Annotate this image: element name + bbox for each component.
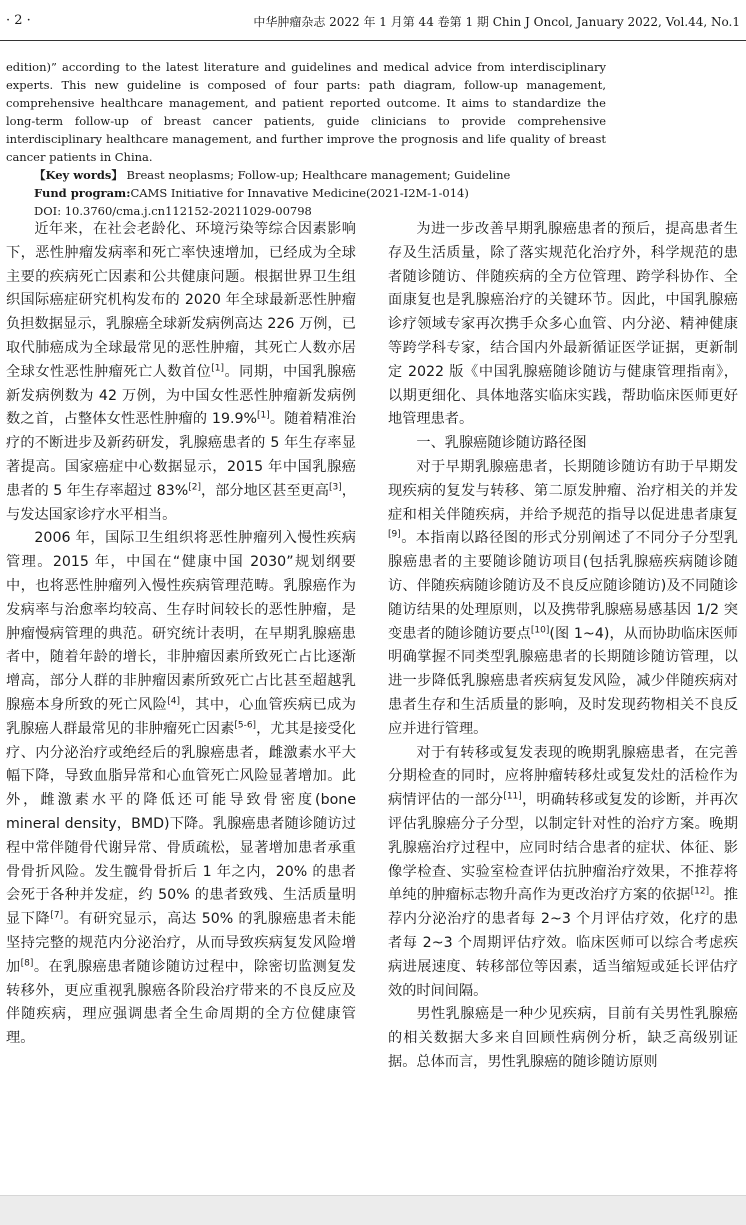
doi: DOI: 10.3760/cma.j.cn112152-20211029-00798 [34,204,312,218]
journal-citation: 中华肿瘤杂志 2022 年 1 月第 44 卷第 1 期 Chin J Oncol, January 2022, Vol.44, No.1 [253,15,740,29]
citation[interactable]: [2] [188,482,201,493]
paragraph: 男性乳腺癌是一种少见疾病，目前有关男性乳腺癌的相关数据大多来自回顾性病例分析，缺乏高级别证据。总体而言，男性乳腺癌的随诊随访原则 [388,1006,738,1070]
citation[interactable]: [4] [167,696,181,707]
section-heading: 一、乳腺癌随诊随访路径图 [416,435,587,452]
citation[interactable]: [12] [690,886,710,897]
citation[interactable]: [8] [20,957,34,968]
keywords-line [6,166,606,184]
abstract-text: edition)” according to the latest literature and guidelines and medical advice from interdisciplinary experts. This new guideline is composed of four parts: path diagram, follow-up management, comprehensive healthcare management, and patient reported outcome. It aims to standardize the long-term follow-up of breast cancer patients, guide clinicians to provide comprehensive interdisciplinary healthcare management, and further improve the prognosis and life quality of breast cancer patients in China. [6,60,606,164]
citation[interactable]: [1] [257,410,270,421]
paragraph: 为进一步改善早期乳腺癌患者的预后，提高患者生存及生活质量，除了落实规范化治疗外，科学规范的患者随诊随访、伴随疾病的全方位管理、跨学科协作、全面康复也是乳腺癌治疗的关键环节。因此，中国乳腺癌诊疗领域专家再次携手众多心血管、内分泌、精神健康等跨学科专家，结合国内外最新循证医学证据，更新制定 2022 版《中国乳腺癌随诊随访与健康管理指南》，以期更细化、具体地落实临床实践，帮助临床医师更好地管理患者。 [388,221,738,428]
fund-program: CAMS Initiative for Innavative Medicine(2021-I2M-1-014) [130,186,469,200]
paragraph: 2006 年，国际卫生组织将恶性肿瘤列入慢性疾病管理。2015 年，中国在“健康中国 2030”规划纲要中，也将恶性肿瘤列入慢性疾病管理范畴。乳腺癌作为发病率与治愈率均较高、生存时间较长的恶性肿瘤，是肿瘤慢病管理的典范。研究统计表明，在早期乳腺癌患者中，随着年龄的增长，非肿瘤因素所致死亡占比逐渐增高，部分人群的非肿瘤因素所致死亡占比甚至超越乳腺癌本身所致的死亡风险[4]，其中，心血管疾病已成为乳腺癌人群最常见的非肿瘤死亡因素[5-6]，尤其是接受化疗、内分泌治疗或绝经后的乳腺癌患者，雌激素水平大幅下降，导致血脂异常和心血管死亡风险显著增加。此外，雌激素水平的降低还可能导致骨密度(bone mineral density，BMD)下降。乳腺癌患者随诊随访过程中常伴随骨代谢异常、骨质疏松，显著增加患者承重骨骨折风险。发生髋骨骨折后 1 年之内，20% 的患者会死于各种并发症，约 50% 的患者致残、生活质量明显下降[7]。有研究显示，高达 50% 的乳腺癌患者未能坚持完整的规范内分泌治疗，从而导致疾病复发风险增加[8]。在乳腺癌患者随诊随访过程中，除密切监测复发转移外，更应重视乳腺癌各阶段治疗带来的不良反应及伴随疾病，理应强调患者全生命周期的全方位健康管理。 [6,530,356,1047]
citation[interactable]: [11] [503,791,522,802]
paragraph: 对于早期乳腺癌患者，长期随诊随访有助于早期发现疾病的复发与转移、第二原发肿瘤、治疗相关的并发症和相关伴随疾病，并给予规范的指导以促进患者康复[9]。本指南以路径图的形式分别阐述了不同分子分型乳腺癌患者的主要随诊随访项目(包括乳腺癌疾病随诊随访、伴随疾病随诊随访及不良反应随诊随访)及不同随诊随访结果的处理原则，以及携带乳腺癌易感基因 1/2 突变患者的随诊随访要点[10](图 1~4)，从而协助临床医师明确掌握不同类型乳腺癌患者的长期随诊随访管理，以进一步降低乳腺癌患者疾病复发风险，减少伴随疾病对患者生存和生活质量的影响，及时发现药物相关不良反应并进行管理。 [388,458,738,737]
citation[interactable]: [3] [329,482,342,493]
running-header [0,0,746,41]
citation[interactable]: [7] [50,910,64,921]
citation[interactable]: [5-6] [234,720,257,730]
citation[interactable]: [1] [211,363,225,374]
paragraph: 对于有转移或复发表现的晚期乳腺癌患者，在完善分期检查的同时，应将肿瘤转移灶或复发灶的活检作为病情评估的一部分[11]，明确转移或复发的诊断，并再次评估乳腺癌分子分型，以制定针对性的治疗方案。晚期乳腺癌治疗过程中，应同时结合患者的症状、体征、影像学检查、实验室检查评估抗肿瘤治疗效果，不推荐将单纯的肿瘤标志物升高作为更改治疗方案的依据[12]。推荐内分泌治疗的患者每 2~3 个月评估疗效，化疗的患者每 2~3 个周期评估疗效。临床医师可以综合考虑疾病进展速度、转移部位等因素，适当缩短或延长评估疗效的时间间隔。 [388,744,738,999]
keywords-label: 【Key words】 [34,168,123,182]
citation[interactable]: [9] [388,529,401,540]
citation[interactable]: [10] [530,624,550,635]
right-column [388,218,738,1075]
fund-label: Fund program: [34,186,131,200]
keywords: Breast neoplasms; Follow-up; Healthcare management; Guideline [126,168,511,182]
english-abstract [6,58,606,220]
paragraph: 近年来，在社会老龄化、环境污染等综合因素影响下，恶性肿瘤发病率和死亡率快速增加，已经成为全球主要的疾病死亡因素和公共健康问题。根据世界卫生组织国际癌症研究机构发布的 2020 年全球最新恶性肿瘤负担数据显示，乳腺癌全球新发病例高达 226 万例，已取代肺癌成为全球最常见的恶性肿瘤，其死亡人数亦居全球女性恶性肿瘤死亡人数首位[1]。同期，中国乳腺癌新发病例数为 42 万例，为中国女性恶性肿瘤新发病例数之首，占整体女性恶性肿瘤的 19.9%[1]。随着精准治疗的不断进步及新药研发，乳腺癌患者的 5 年生存率显著提高。国家癌症中心数据显示，2015 年中国乳腺癌患者的 5 年生存率超过 83%[2]，部分地区甚至更高[3]，与发达国家诊疗水平相当。 [6,221,356,523]
viewer-bottom-bar [0,1195,746,1225]
left-column [6,218,356,1051]
page-number: · 2 · [6,13,31,28]
fund-line [6,184,606,202]
